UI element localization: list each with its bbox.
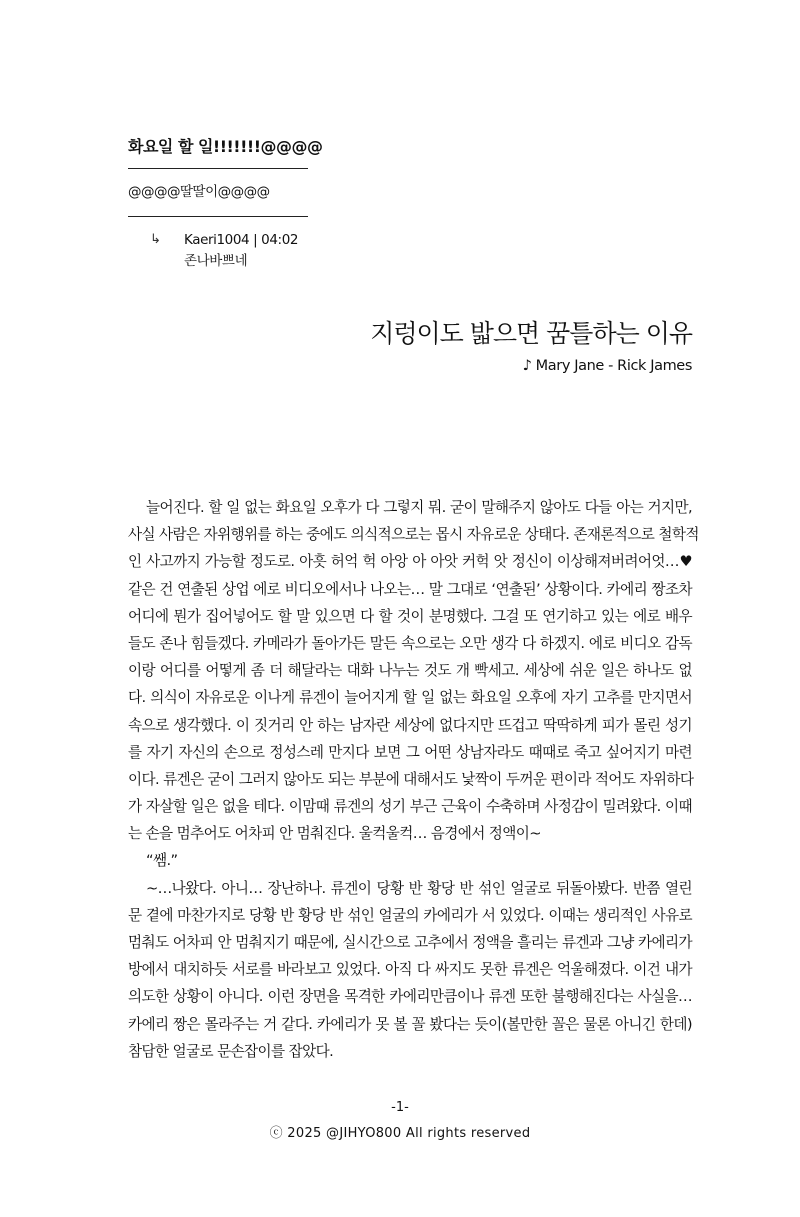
reply-text: 존나바쁘네: [184, 253, 248, 269]
page-number: -1-: [391, 1100, 409, 1115]
text-line: 이다. 류겐은 굳이 그러지 않아도 되는 부분에 대해서도 낯짝이 두꺼운 편이라 적어도 자위하다: [128, 770, 694, 788]
text-line: 멈춰도 어차피 안 멈춰지기 때문에, 실시간으로 고추에서 정액을 흘리는 류겐과 그냥 카에리가: [128, 934, 692, 951]
story-body: [128, 494, 699, 1065]
memo-title: 화요일 할 일!!!!!!!@@@@: [128, 137, 323, 156]
text-line: 인 사고까지 가능할 정도로. 아흣 허억 헉 아앙 아 아앗 커헉 앗 정신이 이상해져버려어엇…♥: [128, 553, 692, 571]
music-credit: ♪ Mary Jane - Rick James: [522, 358, 692, 374]
text-line: 사실 사람은 자위행위를 하는 중에도 의식적으로는 몹시 자유로운 상태다. 존재론적으로 철학적: [128, 526, 699, 544]
copyright: ⓒ 2025 @JIHYO800 All rights reserved: [269, 1126, 531, 1141]
text-line: 이랑 어디를 어떻게 좀 더 해달라는 대화 나누는 것도 개 빡세고. 세상에 쉬운 일은 하나도 없: [128, 662, 692, 680]
text-line: 문 곁에 마찬가지로 당황 반 황당 반 섞인 얼굴의 카에리가 서 있었다. 이때는 생리적인 사유로: [128, 906, 692, 924]
text-line: 의도한 상황이 아니다. 이런 장면을 목격한 카에리만큼이나 류겐 또한 불행해진다는 사실을…: [128, 988, 692, 1006]
reply-arrow-icon: ↳: [150, 232, 161, 247]
text-line: 는 손을 멈추어도 어차피 안 멈춰진다. 울컥울컥… 음경에서 정액이~: [128, 825, 541, 843]
text-line: 늘어진다. 할 일 없는 화요일 오후가 다 그렇지 뭐. 굳이 말해주지 않아도 다들 아는 거지만,: [146, 499, 692, 516]
text-line: “쌤.”: [146, 852, 178, 870]
text-line: 들도 존나 힘들겠다. 카메라가 돌아가든 말든 속으로는 오만 생각 다 하겠지. 에로 비디오 감독: [128, 634, 692, 652]
text-line: 속으로 생각했다. 이 짓거리 안 하는 남자란 세상에 없다지만 뜨겁고 딱딱하게 피가 몰린 성기: [128, 716, 692, 734]
divider: [128, 216, 308, 217]
divider: [128, 168, 308, 169]
story-title: 지렁이도 밟으면 꿈틀하는 이유: [370, 319, 692, 348]
text-line: 방에서 대치하듯 서로를 바라보고 있었다. 아직 다 싸지도 못한 류겐은 억울해졌다. 이건 내가: [128, 961, 692, 979]
text-line: 카에리 짱은 몰라주는 거 같다. 카에리가 못 볼 꼴 봤다는 듯이(볼만한 꼴은 물론 아니긴 한데): [128, 1015, 692, 1033]
text-line: 참담한 얼굴로 문손잡이를 잡았다.: [128, 1042, 334, 1060]
text-line: 다. 의식이 자유로운 이나게 류겐이 늘어지게 할 일 없는 화요일 오후에 자기 고추를 만지면서: [128, 689, 692, 707]
text-line: 를 자기 자신의 손으로 정성스레 만지다 보면 그 어떤 상남자라도 때때로 죽고 싶어지기 마련: [128, 743, 692, 761]
text-line: 가 자살할 일은 없을 테다. 이맘때 류겐의 성기 부근 근육이 수축하며 사정감이 밀려왔다. 이때: [128, 798, 692, 816]
text-line: ~…나왔다. 아니… 장난하나. 류겐이 당황 반 황당 반 섞인 얼굴로 뒤돌아봤다. 반쯤 열린: [146, 879, 692, 897]
memo-subtitle: @@@@딸딸이@@@@: [128, 184, 270, 200]
reply-meta: Kaeri1004 | 04:02: [184, 232, 299, 248]
text-line: 어디에 뭔가 집어넣어도 할 말 있으면 다 할 것이 분명했다. 그걸 또 연기하고 있는 에로 배우: [128, 607, 692, 625]
text-line: 같은 건 연출된 상업 에로 비디오에서나 나오는… 말 그대로 ‘연출된’ 상황이다. 카에리 짱조차: [128, 580, 692, 598]
